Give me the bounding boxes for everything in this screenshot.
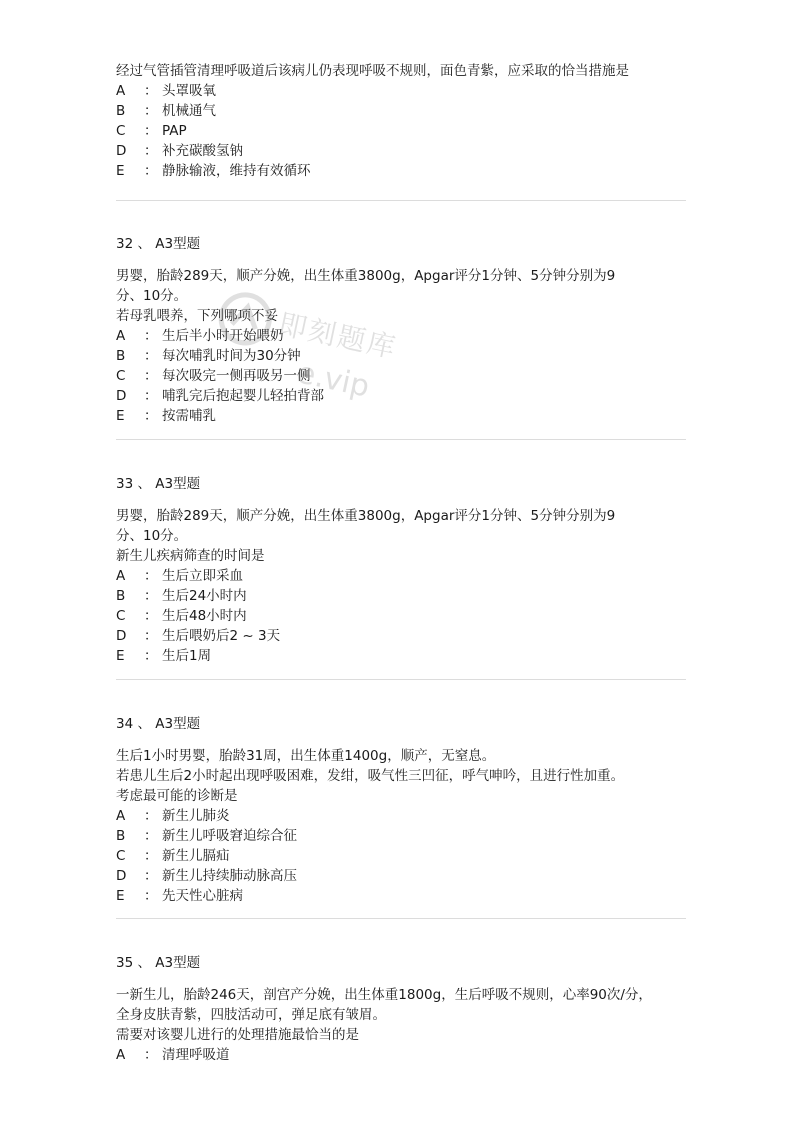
option-c: C ： 每次吸完一侧再吸另一侧 — [116, 368, 311, 384]
option-a: A ： 生后半小时开始喂奶 — [116, 328, 284, 344]
question-stem: 需要对该婴儿进行的处理措施最恰当的是 — [116, 1027, 359, 1043]
option-b: B ： 新生儿呼吸窘迫综合征 — [116, 828, 297, 844]
option-e: E ： 静脉输液，维持有效循环 — [116, 163, 311, 179]
question-stem: 生后1小时男婴，胎龄31周，出生体重1400g，顺产，无窒息。 — [116, 748, 496, 764]
question-stem: 新生儿疾病筛查的时间是 — [116, 548, 265, 564]
option-a: A ： 头罩吸氧 — [116, 83, 216, 99]
question-divider — [116, 200, 686, 201]
question-stem: 男婴，胎龄289天，顺产分娩，出生体重3800g，Apgar评分1分钟、5分钟分别为9 — [116, 508, 616, 524]
question-header: 34 、 A3型题 — [116, 716, 201, 732]
option-d: D ： 哺乳完后抱起婴儿轻拍背部 — [116, 388, 324, 404]
option-b: B ： 每次哺乳时间为30分钟 — [116, 348, 301, 364]
option-d: D ： 生后喂奶后2 ~ 3天 — [116, 628, 281, 644]
question-stem: 分、10分。 — [116, 528, 188, 544]
option-e: E ： 先天性心脏病 — [116, 888, 243, 904]
question-31 — [116, 61, 686, 181]
question-35 — [116, 953, 686, 1065]
option-c: C ： PAP — [116, 123, 187, 139]
question-stem: 分、10分。 — [116, 288, 188, 304]
option-b: B ： 机械通气 — [116, 103, 216, 119]
question-32 — [116, 234, 686, 426]
option-c: C ： 生后48小时内 — [116, 608, 247, 624]
option-b: B ： 生后24小时内 — [116, 588, 247, 604]
watermark-domain: e.vip — [293, 355, 373, 405]
option-a: A ： 新生儿肺炎 — [116, 808, 230, 824]
question-stem: 考虑最可能的诊断是 — [116, 788, 238, 804]
question-stem: 若母乳喂养，下列哪项不妥 — [116, 308, 278, 324]
question-header: 32 、 A3型题 — [116, 236, 201, 252]
question-divider — [116, 918, 686, 919]
watermark-text: 即刻题库 — [275, 307, 400, 365]
option-e: E ： 按需哺乳 — [116, 408, 216, 424]
question-header: 35 、 A3型题 — [116, 955, 201, 971]
question-divider — [116, 439, 686, 440]
option-d: D ： 补充碳酸氢钠 — [116, 143, 243, 159]
question-stem: 一新生儿，胎龄246天，剖宫产分娩，出生体重1800g，生后呼吸不规则，心率90次/分， — [116, 987, 652, 1003]
option-a: A ： 清理呼吸道 — [116, 1047, 230, 1063]
option-a: A ： 生后立即采血 — [116, 568, 243, 584]
option-c: C ： 新生儿膈疝 — [116, 848, 230, 864]
question-34 — [116, 714, 686, 906]
question-header: 33 、 A3型题 — [116, 476, 201, 492]
question-stem: 经过气管插管清理呼吸道后该病儿仍表现呼吸不规则，面色青紫，应采取的恰当措施是 — [116, 63, 629, 79]
question-stem: 男婴，胎龄289天，顺产分娩，出生体重3800g，Apgar评分1分钟、5分钟分别为9 — [116, 268, 616, 284]
question-stem: 全身皮肤青紫，四肢活动可，弹足底有皱眉。 — [116, 1007, 386, 1023]
option-e: E ： 生后1周 — [116, 648, 212, 664]
question-divider — [116, 679, 686, 680]
question-stem: 若患儿生后2小时起出现呼吸困难，发绀，吸气性三凹征，呼气呻吟，且进行性加重。 — [116, 768, 625, 784]
option-d: D ： 新生儿持续肺动脉高压 — [116, 868, 297, 884]
question-33 — [116, 474, 686, 666]
